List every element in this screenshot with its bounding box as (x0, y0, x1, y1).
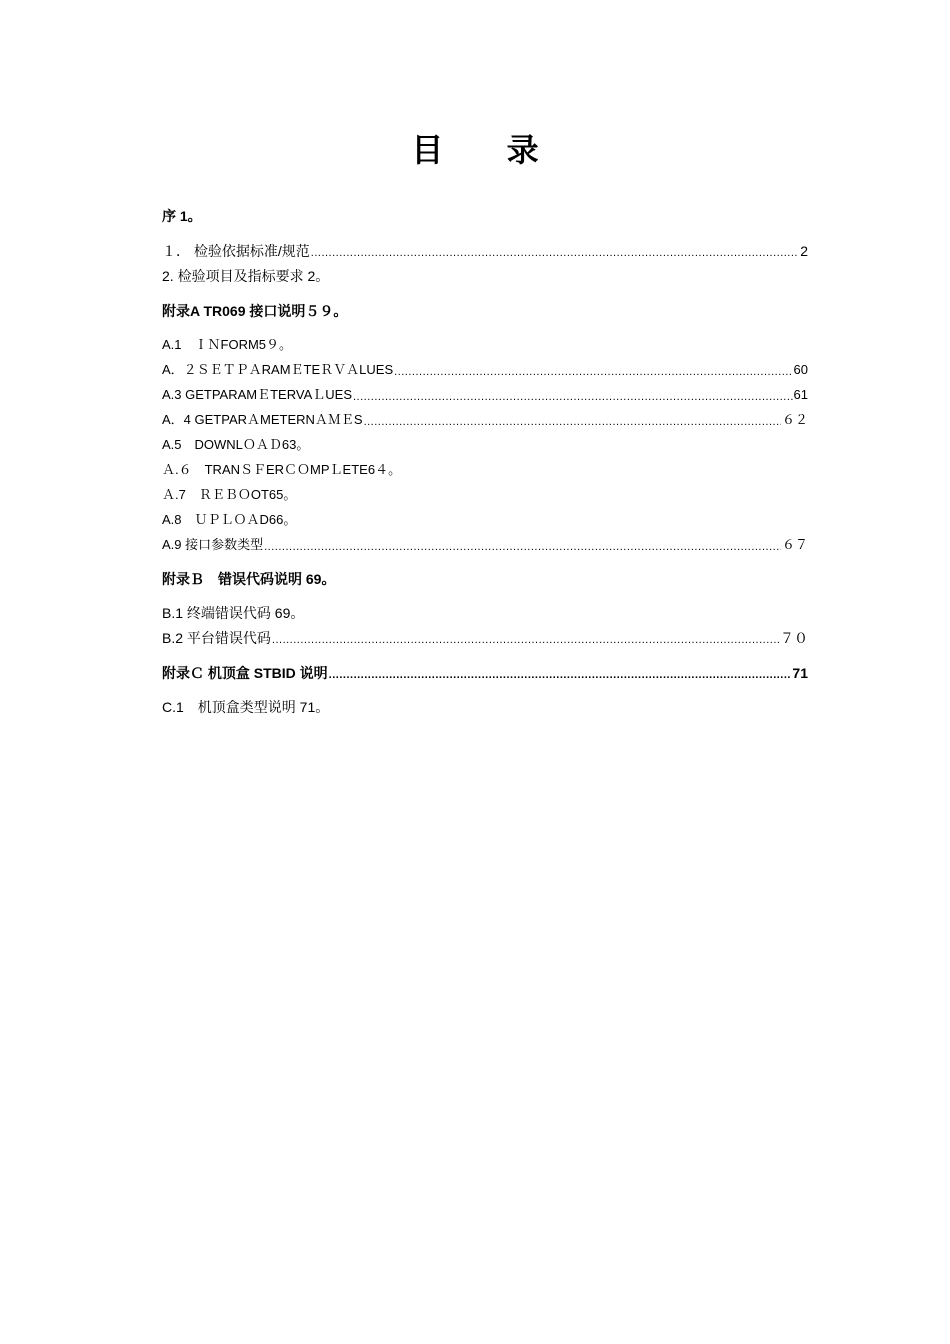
toc-entry-text: 2. 检验项目及指标要求 2。 (162, 268, 330, 284)
toc-entry-a2-setparametervalues[interactable] (162, 361, 808, 379)
toc-entry-text: Ａ.7 ＲＥＢＯOT65。 (162, 487, 297, 502)
toc-entry-text: A.8 ＵＰＬＯＡD66。 (162, 512, 297, 527)
toc-page-number: ７０ (780, 630, 808, 646)
toc-page-number: 2 (800, 243, 808, 259)
toc-page-number: 61 (793, 387, 808, 402)
toc-page-number: ６７ (781, 537, 808, 552)
toc-entry-a4-getparameternames[interactable] (162, 411, 808, 429)
toc-entry-standards[interactable] (162, 242, 808, 260)
toc-leader-dots (311, 246, 799, 260)
toc-entry-a9-parameter-types[interactable] (162, 536, 808, 554)
toc-entry-text: １． 检验依据标准/规范 (162, 243, 310, 259)
toc-leader-dots (364, 415, 781, 429)
toc-entry-a6-transfercomplete[interactable] (162, 461, 808, 479)
toc-leader-dots (264, 540, 781, 554)
toc-entry-text: A.5 DOWNLＯＡＤ63。 (162, 437, 310, 452)
toc-entry-text: A.9 接口参数类型 (162, 537, 264, 552)
toc-entry-a3-getparametervalues[interactable] (162, 386, 808, 404)
toc-page-number: 60 (793, 362, 808, 377)
page-title: 目 录 (411, 131, 565, 169)
toc-entry-text: A.3 GETPARAMＥTERVAＬUES (162, 387, 352, 402)
toc-entry-a1-inform[interactable] (162, 336, 808, 354)
toc-leader-dots (353, 390, 793, 404)
toc-entry-b1-terminal-errors[interactable] (162, 604, 808, 622)
toc-page-number: 71 (792, 665, 808, 681)
toc-entry-text: 附录A TR069 接口说明５９。 (162, 303, 348, 319)
toc-entry-c1-stb-types[interactable] (162, 698, 808, 716)
toc-entry-text: C.1 机顶盒类型说明 71。 (162, 699, 330, 715)
toc-leader-dots (272, 633, 779, 647)
toc-entry-text: B.1 终端错误代码 69。 (162, 605, 305, 621)
toc-entry-a5-download[interactable] (162, 436, 808, 454)
toc-entry-text: 附录Ｃ 机顶盒 STBID 说明 (162, 665, 328, 681)
toc-entry-appendix-c[interactable] (162, 664, 808, 682)
toc-page-number: ６２ (781, 412, 808, 427)
toc-entry-a7-reboot[interactable] (162, 486, 808, 504)
toc-entry-appendix-a[interactable] (162, 302, 808, 320)
toc-leader-dots (329, 668, 792, 682)
toc-entry-text: A．２ＳＥＴＰＡRAMＥTEＲＶＡLUES (162, 362, 394, 377)
toc-entry-text: 附录Ｂ 错误代码说明 69。 (162, 571, 336, 587)
toc-leader-dots (394, 365, 792, 379)
toc-entry-b2-platform-errors[interactable] (162, 629, 808, 647)
toc-entry-text: Ａ.６ TRANＳＦERＣＯMPＬETE6４。 (162, 462, 402, 477)
toc-entry-a8-upload[interactable] (162, 511, 808, 529)
toc-entry-text: B.2 平台错误代码 (162, 630, 271, 646)
toc-entry-text: 序 1。 (162, 208, 202, 224)
toc-entry-text: A．4 GETPARＡMETERNＡＭＥS (162, 412, 363, 427)
toc-entry-text: A.1 ＩＮFORM5９。 (162, 337, 293, 352)
toc-entry-inspection-items[interactable] (162, 267, 808, 285)
toc-entry-preface[interactable] (162, 207, 808, 225)
toc-entry-appendix-b[interactable] (162, 570, 808, 588)
